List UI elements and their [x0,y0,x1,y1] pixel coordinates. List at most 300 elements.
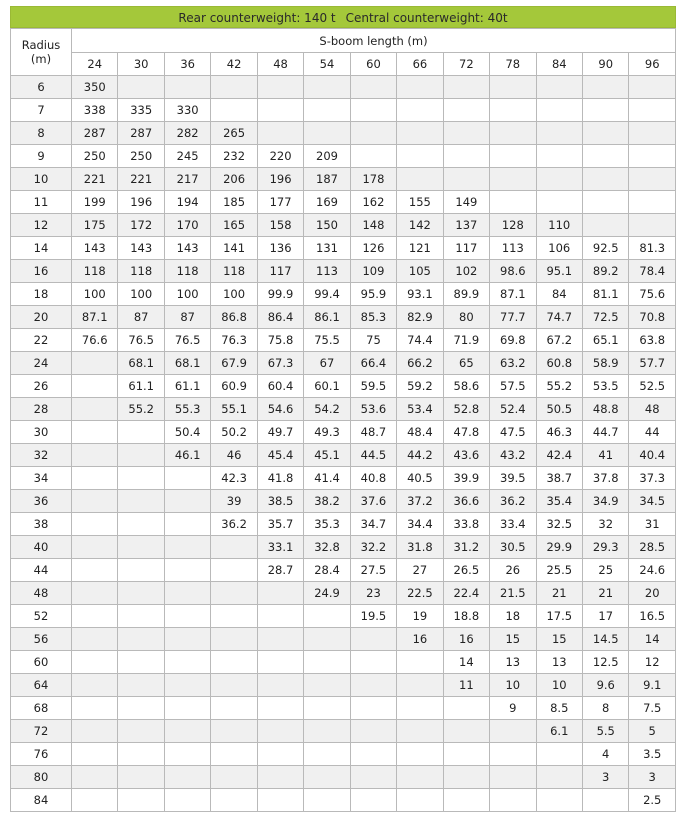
capacity-cell: 95.1 [536,260,582,283]
capacity-cell [629,214,676,237]
capacity-cell [443,99,489,122]
capacity-cell: 22.5 [397,582,443,605]
capacity-cell: 54.6 [257,398,303,421]
capacity-cell: 9.6 [582,674,628,697]
capacity-cell: 170 [164,214,210,237]
capacity-cell: 52.5 [629,375,676,398]
capacity-cell: 69.8 [490,329,536,352]
capacity-cell: 102 [443,260,489,283]
capacity-cell: 27.5 [350,559,396,582]
table-row [11,536,676,559]
capacity-cell [304,122,350,145]
capacity-cell: 75.6 [629,283,676,306]
capacity-cell: 44.7 [582,421,628,444]
capacity-cell [490,766,536,789]
capacity-cell: 117 [443,237,489,260]
table-row [11,697,676,720]
rear-counterweight-label: Rear counterweight: 140 t [178,11,336,25]
capacity-cell: 50.2 [211,421,257,444]
capacity-cell [629,145,676,168]
capacity-cell: 39 [211,490,257,513]
capacity-cell: 118 [164,260,210,283]
table-row [11,628,676,651]
capacity-cell: 15 [536,628,582,651]
capacity-cell [397,99,443,122]
capacity-cell: 47.8 [443,421,489,444]
capacity-cell [164,513,210,536]
capacity-cell [118,444,164,467]
capacity-cell [257,720,303,743]
capacity-cell [350,674,396,697]
capacity-cell [211,720,257,743]
capacity-cell [397,674,443,697]
table-row [11,237,676,260]
capacity-cell: 71.9 [443,329,489,352]
capacity-cell [304,651,350,674]
capacity-cell: 32 [582,513,628,536]
capacity-cell [490,720,536,743]
boom-length-cell: 96 [629,53,676,76]
capacity-cell: 86.4 [257,306,303,329]
capacity-cell: 178 [350,168,396,191]
capacity-cell [72,352,118,375]
capacity-cell: 40.5 [397,467,443,490]
capacity-cell [582,214,628,237]
capacity-cell: 66.4 [350,352,396,375]
capacity-cell: 196 [118,191,164,214]
capacity-cell [350,720,396,743]
table-row [11,168,676,191]
capacity-cell [72,375,118,398]
capacity-cell: 32.2 [350,536,396,559]
radius-cell: 16 [11,260,72,283]
capacity-cell: 55.3 [164,398,210,421]
capacity-cell: 41 [582,444,628,467]
capacity-cell: 86.8 [211,306,257,329]
capacity-cell [211,99,257,122]
capacity-cell: 175 [72,214,118,237]
capacity-cell: 25 [582,559,628,582]
capacity-cell [211,76,257,99]
radius-cell: 20 [11,306,72,329]
capacity-cell: 36.2 [490,490,536,513]
capacity-cell [211,743,257,766]
capacity-cell: 40.8 [350,467,396,490]
capacity-cell: 66.2 [397,352,443,375]
capacity-cell [72,398,118,421]
table-row [11,582,676,605]
radius-cell: 72 [11,720,72,743]
capacity-cell: 67.9 [211,352,257,375]
capacity-cell: 187 [304,168,350,191]
table-row [11,329,676,352]
capacity-cell [397,720,443,743]
boom-length-cell: 36 [164,53,210,76]
capacity-cell: 30.5 [490,536,536,559]
capacity-cell: 75.5 [304,329,350,352]
capacity-cell [211,536,257,559]
capacity-cell: 49.7 [257,421,303,444]
capacity-cell [350,145,396,168]
capacity-cell [118,536,164,559]
capacity-cell: 4 [582,743,628,766]
boom-length-row [11,53,676,76]
capacity-cell [164,76,210,99]
radius-header [11,29,72,76]
capacity-cell: 48 [629,398,676,421]
capacity-cell: 14 [443,651,489,674]
capacity-cell: 206 [211,168,257,191]
capacity-cell [72,513,118,536]
table-row [11,283,676,306]
radius-cell: 30 [11,421,72,444]
capacity-cell: 109 [350,260,396,283]
capacity-cell [304,674,350,697]
capacity-cell [118,743,164,766]
capacity-cell [350,76,396,99]
radius-cell: 40 [11,536,72,559]
capacity-cell: 185 [211,191,257,214]
capacity-cell: 8 [582,697,628,720]
capacity-cell: 142 [397,214,443,237]
capacity-cell [397,168,443,191]
radius-cell: 18 [11,283,72,306]
central-counterweight-label: Central counterweight: 40t [345,11,508,25]
table-row [11,651,676,674]
capacity-cell [211,789,257,812]
capacity-cell [257,743,303,766]
capacity-cell: 46.3 [536,421,582,444]
capacity-cell: 72.5 [582,306,628,329]
capacity-cell [397,697,443,720]
radius-cell: 52 [11,605,72,628]
capacity-cell: 209 [304,145,350,168]
capacity-cell [443,789,489,812]
capacity-cell: 28.7 [257,559,303,582]
table-row [11,145,676,168]
capacity-cell: 11 [443,674,489,697]
capacity-cell: 15 [490,628,536,651]
capacity-cell: 84 [536,283,582,306]
capacity-cell: 27 [397,559,443,582]
capacity-cell [118,674,164,697]
capacity-cell [397,651,443,674]
radius-cell: 34 [11,467,72,490]
capacity-cell: 113 [304,260,350,283]
table-row [11,122,676,145]
capacity-cell: 18 [490,605,536,628]
capacity-cell: 98.6 [490,260,536,283]
capacity-cell [397,145,443,168]
table-row [11,789,676,812]
capacity-cell: 95.9 [350,283,396,306]
capacity-cell: 36.2 [211,513,257,536]
capacity-cell [257,582,303,605]
capacity-cell: 61.1 [118,375,164,398]
capacity-cell [118,513,164,536]
capacity-cell: 3.5 [629,743,676,766]
capacity-cell: 5 [629,720,676,743]
capacity-cell [164,605,210,628]
capacity-cell: 131 [304,237,350,260]
capacity-cell [118,628,164,651]
capacity-cell [443,697,489,720]
capacity-cell: 26 [490,559,536,582]
capacity-cell: 87.1 [490,283,536,306]
table-row [11,467,676,490]
capacity-cell: 100 [211,283,257,306]
capacity-cell: 89.9 [443,283,489,306]
capacity-cell: 28.4 [304,559,350,582]
table-row [11,444,676,467]
capacity-cell: 37.2 [397,490,443,513]
capacity-cell [536,122,582,145]
table-row [11,398,676,421]
capacity-cell: 32.5 [536,513,582,536]
capacity-cell: 99.4 [304,283,350,306]
capacity-cell [118,76,164,99]
capacity-cell [443,743,489,766]
capacity-cell: 33.4 [490,513,536,536]
capacity-cell [490,789,536,812]
capacity-cell: 46.1 [164,444,210,467]
capacity-cell: 23 [350,582,396,605]
capacity-cell [211,559,257,582]
capacity-cell [536,145,582,168]
boom-length-cell: 30 [118,53,164,76]
capacity-cell: 149 [443,191,489,214]
table-row [11,674,676,697]
capacity-cell: 41.4 [304,467,350,490]
capacity-cell: 34.4 [397,513,443,536]
capacity-cell: 93.1 [397,283,443,306]
capacity-cell: 22.4 [443,582,489,605]
capacity-cell: 75.8 [257,329,303,352]
capacity-cell: 100 [72,283,118,306]
capacity-cell: 76.6 [72,329,118,352]
capacity-cell [72,559,118,582]
capacity-cell [118,766,164,789]
capacity-cell: 338 [72,99,118,122]
capacity-cell: 194 [164,191,210,214]
capacity-cell: 10 [536,674,582,697]
capacity-cell: 75 [350,329,396,352]
capacity-cell [72,628,118,651]
capacity-cell [72,582,118,605]
capacity-cell: 33.1 [257,536,303,559]
capacity-cell: 13 [490,651,536,674]
capacity-cell: 81.3 [629,237,676,260]
capacity-cell [350,651,396,674]
capacity-cell: 136 [257,237,303,260]
boom-length-header: S-boom length (m) [72,29,676,53]
capacity-cell: 48.7 [350,421,396,444]
table-row [11,306,676,329]
capacity-cell: 250 [118,145,164,168]
table-row [11,720,676,743]
capacity-cell: 67 [304,352,350,375]
capacity-cell: 52.4 [490,398,536,421]
capacity-cell: 74.4 [397,329,443,352]
capacity-cell [118,605,164,628]
capacity-cell: 38.5 [257,490,303,513]
capacity-cell [490,122,536,145]
capacity-cell: 55.2 [536,375,582,398]
table-row [11,191,676,214]
capacity-cell: 29.3 [582,536,628,559]
capacity-cell: 221 [72,168,118,191]
capacity-cell [397,743,443,766]
capacity-cell [257,766,303,789]
capacity-cell [304,743,350,766]
capacity-cell: 20 [629,582,676,605]
capacity-cell: 70.8 [629,306,676,329]
capacity-cell [582,168,628,191]
capacity-cell [490,99,536,122]
capacity-cell: 126 [350,237,396,260]
capacity-cell: 61.1 [164,375,210,398]
capacity-cell [582,99,628,122]
capacity-cell: 42.4 [536,444,582,467]
capacity-cell: 78.4 [629,260,676,283]
radius-cell: 60 [11,651,72,674]
capacity-cell: 59.2 [397,375,443,398]
capacity-cell: 50.4 [164,421,210,444]
capacity-cell [257,651,303,674]
capacity-cell [211,766,257,789]
capacity-cell: 220 [257,145,303,168]
capacity-cell [257,76,303,99]
capacity-cell [304,99,350,122]
capacity-cell: 65 [443,352,489,375]
capacity-cell: 85.3 [350,306,396,329]
capacity-cell [72,467,118,490]
capacity-cell: 19 [397,605,443,628]
capacity-cell [164,651,210,674]
capacity-cell [72,766,118,789]
capacity-cell [443,145,489,168]
boom-length-cell: 24 [72,53,118,76]
capacity-cell [304,697,350,720]
capacity-cell: 31.8 [397,536,443,559]
capacity-cell: 55.2 [118,398,164,421]
capacity-cell [536,168,582,191]
capacity-cell: 68.1 [118,352,164,375]
capacity-cell [629,168,676,191]
capacity-cell: 2.5 [629,789,676,812]
capacity-cell [164,789,210,812]
capacity-cell: 16.5 [629,605,676,628]
capacity-cell: 44.5 [350,444,396,467]
capacity-cell: 24.9 [304,582,350,605]
capacity-cell: 6.1 [536,720,582,743]
capacity-cell: 113 [490,237,536,260]
capacity-cell [257,674,303,697]
capacity-cell: 21 [582,582,628,605]
capacity-cell: 38.2 [304,490,350,513]
capacity-cell [304,605,350,628]
capacity-cell [72,444,118,467]
radius-cell: 28 [11,398,72,421]
capacity-cell: 35.4 [536,490,582,513]
capacity-cell [211,651,257,674]
capacity-cell [350,122,396,145]
capacity-cell: 5.5 [582,720,628,743]
capacity-cell [72,720,118,743]
capacity-cell: 169 [304,191,350,214]
capacity-cell: 44 [629,421,676,444]
capacity-cell [164,559,210,582]
radius-cell: 84 [11,789,72,812]
capacity-cell [490,191,536,214]
capacity-cell [72,743,118,766]
capacity-cell [490,76,536,99]
table-row [11,260,676,283]
radius-unit: (m) [30,52,52,66]
capacity-cell [211,628,257,651]
capacity-cell: 41.8 [257,467,303,490]
capacity-cell [350,628,396,651]
capacity-cell: 86.1 [304,306,350,329]
capacity-cell: 45.4 [257,444,303,467]
table-row [11,513,676,536]
capacity-cell: 47.5 [490,421,536,444]
capacity-cell [629,99,676,122]
capacity-cell: 21.5 [490,582,536,605]
capacity-cell: 141 [211,237,257,260]
capacity-cell: 12.5 [582,651,628,674]
capacity-cell: 155 [397,191,443,214]
capacity-cell: 45.1 [304,444,350,467]
capacity-cell [257,99,303,122]
capacity-cell: 67.2 [536,329,582,352]
capacity-cell [490,168,536,191]
capacity-cell [397,766,443,789]
capacity-cell: 110 [536,214,582,237]
capacity-cell [304,720,350,743]
capacity-cell [164,536,210,559]
capacity-cell: 172 [118,214,164,237]
capacity-cell: 14 [629,628,676,651]
radius-cell: 7 [11,99,72,122]
radius-cell: 8 [11,122,72,145]
capacity-cell [304,766,350,789]
capacity-cell [443,76,489,99]
capacity-cell [118,490,164,513]
capacity-cell: 60.1 [304,375,350,398]
capacity-cell [350,789,396,812]
capacity-cell: 10 [490,674,536,697]
capacity-cell: 39.5 [490,467,536,490]
radius-cell: 32 [11,444,72,467]
capacity-cell: 33.8 [443,513,489,536]
capacity-cell [164,766,210,789]
capacity-cell: 42.3 [211,467,257,490]
capacity-cell: 29.9 [536,536,582,559]
capacity-cell [490,743,536,766]
capacity-cell [257,789,303,812]
capacity-cell: 44.2 [397,444,443,467]
capacity-cell: 39.9 [443,467,489,490]
capacity-cell: 92.5 [582,237,628,260]
capacity-cell [536,743,582,766]
radius-cell: 68 [11,697,72,720]
table-row [11,605,676,628]
capacity-cell: 82.9 [397,306,443,329]
capacity-cell [164,582,210,605]
capacity-cell: 99.9 [257,283,303,306]
capacity-cell: 50.5 [536,398,582,421]
